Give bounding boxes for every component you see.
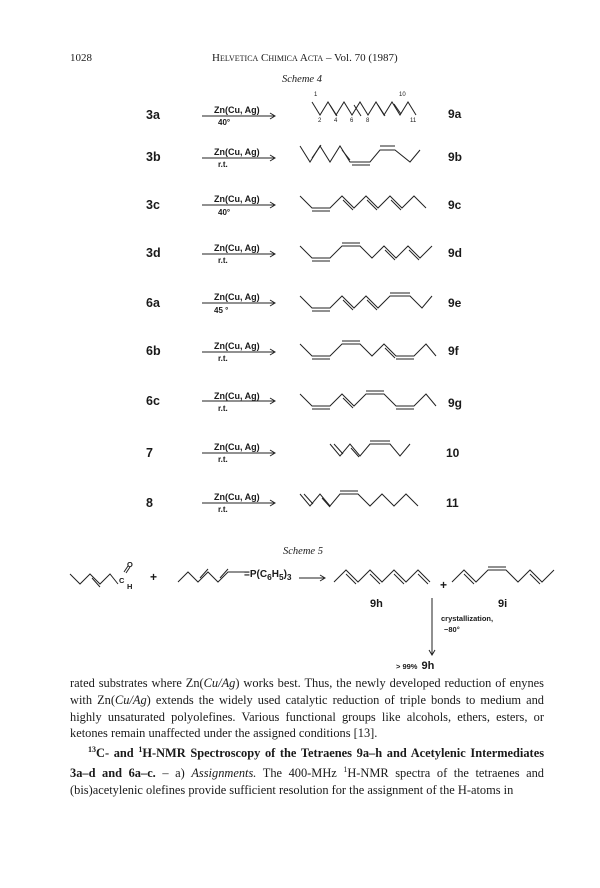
heading-run: H-NMR Spectroscopy of the Tetraenes 9a–h and Acetylenic Intermediates 3a–d and 6a–c.	[70, 746, 545, 781]
journal-name: Helvetica Chimica Acta	[212, 52, 324, 64]
carbon-number: 1	[314, 92, 318, 98]
condition-label: r.t.	[218, 160, 228, 169]
carbon-number: 6	[350, 118, 354, 124]
product-label-9i: 9i	[498, 598, 508, 610]
reactant-label: 3a	[146, 108, 160, 122]
reagent-label: Zn(Cu, Ag)	[214, 243, 260, 253]
reagent-label: Zn(Cu, Ag)	[214, 391, 260, 401]
product-label-9h: 9h	[370, 598, 383, 610]
ylide-h: H	[271, 569, 279, 580]
aldehyde-H: H	[127, 582, 133, 591]
product-label: 10	[446, 446, 460, 460]
crystallization-arrow	[429, 598, 435, 655]
reagent-label: Zn(Cu, Ag)	[214, 105, 260, 115]
text-run: ) extends the widely used catalytic reduction of triple bonds to medium and highly unsaturated polyolefines. Various functional groups like alcohols, ethers, esters, or ketones remain unaffected under the assigned conditions [13].	[70, 692, 544, 741]
reagent-label: Zn(Cu, Ag)	[214, 292, 260, 302]
heading-run: C- and	[96, 746, 139, 761]
scheme-4-title: Scheme 4	[282, 74, 322, 85]
result-percent: > 99%	[396, 662, 418, 671]
structure-9h	[334, 570, 430, 584]
ylide-sub: 3	[286, 572, 292, 582]
reactant-label: 3b	[146, 150, 161, 164]
product-label: 9g	[448, 396, 463, 410]
reactant-label: 6a	[146, 296, 160, 310]
subsection-heading: Assignments.	[191, 766, 257, 781]
reagent-label: Zn(Cu, Ag)	[214, 194, 260, 204]
reagent-label: Zn(Cu, Ag)	[214, 492, 260, 502]
reactant-label: 6c	[146, 394, 160, 408]
body-text	[70, 675, 544, 799]
superscript: 1	[138, 745, 143, 755]
ylide-structure	[178, 569, 248, 582]
product-label: 9c	[448, 198, 462, 212]
reagent-label: Zn(Cu, Ag)	[214, 341, 260, 351]
aldehyde-C: C	[119, 576, 125, 585]
scheme-5-title: Scheme 5	[283, 546, 323, 557]
reactant-label: 8	[146, 496, 153, 510]
superscript: 1	[343, 765, 348, 775]
carbon-number: 4	[334, 118, 338, 124]
text-run: ) works best. Thus, the newly developed reduction of enynes with Zn(	[70, 676, 544, 707]
text-run: rated substrates where Zn(	[70, 676, 204, 690]
condition-label: r.t.	[218, 505, 228, 514]
reactant-label: 6b	[146, 344, 161, 358]
ylide-formula	[244, 569, 292, 582]
aldehyde-O: O	[127, 560, 133, 569]
ylide-sub: 6	[267, 572, 272, 582]
reagent-label: Zn(Cu, Ag)	[214, 147, 260, 157]
condition-label: 40°	[218, 118, 231, 127]
page-number: 1028	[70, 52, 92, 64]
ylide-close: )	[283, 569, 287, 580]
text-run: H-NMR spectra of the tetraenes and (bis)acetylenic olefines provide sufficient resolution for the assignment of the H-atoms in	[70, 766, 544, 798]
condition-label: r.t.	[218, 256, 228, 265]
paragraph-2	[70, 742, 544, 799]
scheme-5-arrow	[299, 575, 325, 581]
ylide-prefix: =P(C	[244, 569, 268, 580]
condition-label: 40°	[218, 208, 231, 217]
product-label: 9b	[448, 150, 463, 164]
crystallization-label: crystallization,	[441, 614, 494, 623]
carbon-number: 10	[399, 92, 406, 98]
product-label: 9e	[448, 296, 462, 310]
reactant-label: 3c	[146, 198, 160, 212]
product-label: 9d	[448, 246, 463, 260]
text-run: – a)	[155, 766, 192, 781]
carbon-number: 2	[318, 118, 322, 124]
product-label: 9a	[448, 107, 462, 121]
carbon-number: 11	[410, 118, 417, 124]
product-label: 11	[446, 496, 459, 510]
condition-label: r.t.	[218, 354, 228, 363]
result-label: 9h	[421, 660, 435, 672]
paragraph-1	[70, 675, 544, 742]
superscript: 13	[88, 745, 96, 755]
text-run-italic: Cu/Ag	[115, 692, 147, 707]
condition-label: r.t.	[218, 455, 228, 464]
reactant-label: 3d	[146, 246, 161, 260]
structure-9i	[452, 567, 554, 584]
crystallization-result	[396, 656, 434, 674]
carbon-number: 8	[366, 118, 370, 124]
plus-sign: +	[440, 578, 448, 592]
reactant-label: 7	[146, 446, 153, 460]
journal-volume: Vol. 70 (1987)	[334, 52, 398, 64]
product-label: 9f	[448, 344, 459, 358]
reagent-label: Zn(Cu, Ag)	[214, 442, 260, 452]
plus-sign: +	[150, 570, 158, 584]
condition-label: 45 °	[214, 306, 229, 315]
header-dash: –	[325, 52, 334, 64]
crystallization-temp: −80°	[444, 625, 460, 634]
ylide-sub: 5	[278, 572, 284, 582]
condition-label: r.t.	[218, 404, 228, 413]
text-run-italic: Cu/Ag	[203, 676, 236, 690]
text-run: The 400-MHz	[256, 766, 344, 781]
